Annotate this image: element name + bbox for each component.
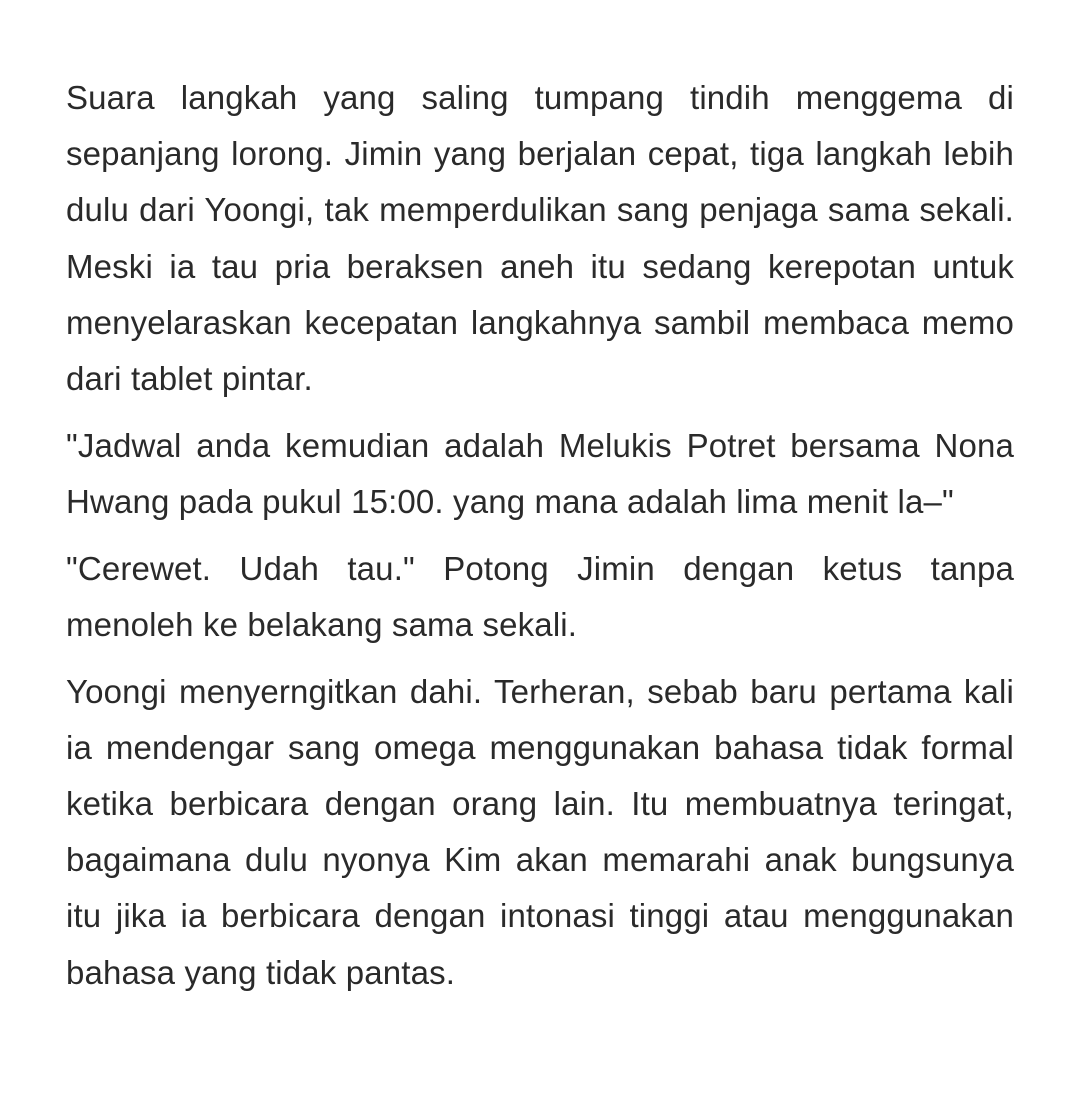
story-text [66, 70, 1014, 1011]
paragraph: "Jadwal anda kemudian adalah Melukis Potret bersama Nona Hwang pada pukul 15:00. yang mana adalah lima menit la–" [66, 426, 1014, 520]
paragraph: Suara langkah yang saling tumpang tindih menggema di sepanjang lorong. Jimin yang berjalan cepat, tiga langkah lebih dulu dari Yoongi, tak memperdulikan sang penjaga sama sekali. Meski ia tau pria beraksen aneh itu sedang kerepotan untuk menyelaraskan kecepatan langkahnya sambil membaca memo dari tablet pintar. [66, 79, 1014, 398]
paragraph: Yoongi menyerngitkan dahi. Terheran, sebab baru pertama kali ia mendengar sang omega menggunakan bahasa tidak formal ketika berbicara dengan orang lain. Itu membuatnya teringat, bagaimana dulu nyonya Kim akan memarahi anak bungsunya itu jika ia berbicara dengan intonasi tinggi atau menggunakan bahasa yang tidak pantas. [66, 672, 1014, 991]
paragraph: "Cerewet. Udah tau." Potong Jimin dengan ketus tanpa menoleh ke belakang sama sekali. [66, 549, 1014, 643]
